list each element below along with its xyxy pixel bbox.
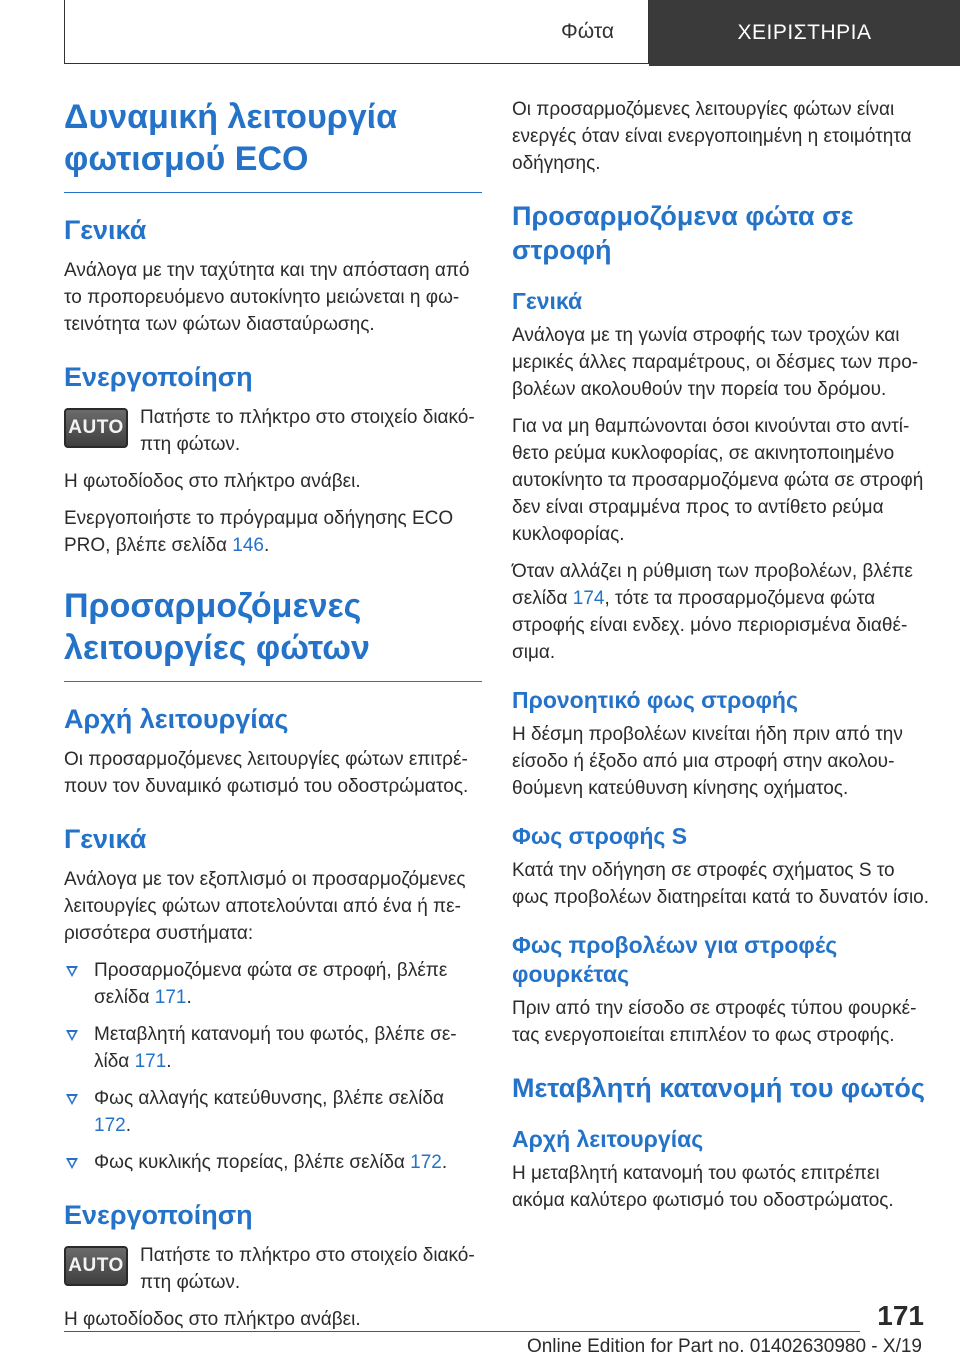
- manual-tab: ΧΕΙΡΙΣΤΗΡΙΑ: [649, 0, 960, 66]
- heading-adaptive-lights: Προσαρμοζόμενες λειτουργίες φώτων: [64, 585, 482, 682]
- paragraph-general: Ανάλογα με την ταχύτητα και την απόσταση από το προπορευόμενο αυτοκίνητο μειώνεται η φωτεινότητα των φώτων διασταύρωσης.: [64, 260, 470, 335]
- paragraph-predictive: Η δέσμη προβολέων κινείται ήδη πριν από την είσοδο ή έξοδο από μια στροφή στην ακολουθούμενη κατεύθυνση κίνησης οχήματος.: [512, 724, 903, 799]
- list-item: Φως κυκλικής πορείας, βλέπε σελίδα 172.: [64, 1149, 482, 1176]
- header-tabs: [64, 0, 960, 66]
- heading-general: Γενικά: [64, 215, 147, 245]
- paragraph-s-curve: Κατά την οδήγηση σε στροφές σχήματος S το φως προβολέων διατηρείται κατά το δυνατόν ίσιο.: [512, 860, 930, 908]
- paragraph-led-2: Η φωτοδίοδος στο πλήκτρο ανάβει.: [64, 1309, 361, 1330]
- section-tab: Φώτα: [64, 0, 649, 64]
- page-link-146[interactable]: 146: [232, 535, 264, 556]
- page-link-174[interactable]: 174: [572, 588, 605, 609]
- paragraph-curve-1: Ανάλογα με τη γωνία στροφής των τροχών και μερικές άλλες παραμέτρους, οι δέσμες των προβολέων ακολουθούν την πορεία του δρόμου.: [512, 325, 919, 400]
- paragraph-led: Η φωτοδίοδος στο πλήκτρο ανάβει.: [64, 471, 361, 492]
- paragraph-curve-2: Για να μη θαμπώνονται όσοι κινούνται στο αντίθετο ρεύμα κυκλοφορίας, σε ακινητοποιημένο αυτοκίνητο τα προσαρμοζόμενα φώτα σε στροφή δεν είναι στραμμένα προς το αντίθετο ρεύμα κυκλοφορίας.: [512, 416, 924, 545]
- heading-activation-2: Ενεργοποίηση: [64, 1200, 253, 1230]
- paragraph-press-button-2: Πατήστε το πλήκτρο στο στοιχείο διακόπτη φώτων.: [140, 1245, 475, 1293]
- right-column: [512, 96, 930, 1224]
- paragraph-ecopro: Ενεργοποιήστε το πρόγραμμα οδήγησης ECO PRO, βλέπε σελίδα 146.: [64, 508, 454, 556]
- auto-button-icon: AUTO: [64, 408, 128, 448]
- heading-predictive: Προνοητικό φως στροφής: [512, 687, 798, 713]
- list-item: Μεταβλητή κατανομή του φωτός, βλέπε σελίδα 171.: [64, 1021, 482, 1075]
- heading-principle: Αρχή λειτουργίας: [64, 704, 289, 734]
- list-item: Προσαρμοζόμενα φώτα σε στροφή, βλέπε σελίδα 171.: [64, 957, 482, 1011]
- triangle-bullet-icon: [66, 1158, 78, 1169]
- left-column: [64, 96, 482, 1343]
- page-link[interactable]: 172: [94, 1115, 126, 1136]
- heading-principle-2: Αρχή λειτουργίας: [512, 1126, 704, 1152]
- auto-button-icon: AUTO: [64, 1246, 128, 1286]
- heading-hairpin: Φως προβολέων για στροφές φουρκέτας: [512, 932, 838, 987]
- triangle-bullet-icon: [66, 1094, 78, 1105]
- paragraph-hairpin: Πριν από την είσοδο σε στροφές τύπου φουρκέτας ενεργοποιείται επιπλέον το φως στροφής.: [512, 998, 917, 1046]
- heading-activation: Ενεργοποίηση: [64, 362, 253, 392]
- heading-general-2: Γενικά: [64, 824, 147, 854]
- auto-instruction: [64, 404, 482, 458]
- page-number: 171: [877, 1300, 924, 1331]
- triangle-bullet-icon: [66, 1030, 78, 1041]
- footer-edition: Online Edition for Part no. 01402630980 - X/19: [526, 1336, 922, 1357]
- paragraph-variable: Η μεταβλητή κατανομή του φωτός επιτρέπει ακόμα καλύτερο φωτισμό του οδοστρώματος.: [512, 1163, 894, 1211]
- paragraph-principle: Οι προσαρμοζόμενες λειτουργίες φώτων επιτρέπουν τον δυναμικό φωτισμό του οδοστρώματος.: [64, 749, 469, 797]
- list-item: Φως αλλαγής κατεύθυνσης, βλέπε σελίδα 172.: [64, 1085, 482, 1139]
- paragraph-active: Οι προσαρμοζόμενες λειτουργίες φώτων είναι ενεργές όταν είναι ενεργοποιημένη η ετοιμότητα οδήγησης.: [512, 99, 912, 174]
- page-link[interactable]: 171: [154, 987, 187, 1008]
- paragraph-press-button: Πατήστε το πλήκτρο στο στοιχείο διακόπτη φώτων.: [140, 407, 475, 455]
- heading-curve-lights: Προσαρμοζόμενα φώτα σε στροφή: [512, 201, 854, 265]
- heading-eco-lighting: Δυναμική λειτουργία φωτισμού ECO: [64, 96, 482, 193]
- paragraph-curve-3: Όταν αλλάζει η ρύθμιση των προβολέων, βλέπε σελίδα 174, τότε τα προσαρμοζόμενα φώτα στροφής είναι ενδεχ. μόνο περιορισμένα διαθέσιμα.: [512, 561, 913, 663]
- auto-instruction-2: [64, 1242, 482, 1296]
- heading-variable-distribution: Μεταβλητή κατανομή του φωτός: [512, 1073, 925, 1103]
- heading-s-curve: Φως στροφής S: [512, 823, 688, 849]
- triangle-bullet-icon: [66, 966, 78, 977]
- page-link[interactable]: 172: [410, 1152, 442, 1173]
- paragraph-general-2: Ανάλογα με τον εξοπλισμό οι προσαρμοζόμενες λειτουργίες φώτων αποτελούνται από ένα ή περισσότερα συστήματα:: [64, 869, 466, 944]
- footer-divider: [64, 1331, 860, 1332]
- systems-list: [64, 957, 482, 1176]
- heading-general-3: Γενικά: [512, 288, 583, 314]
- page-link[interactable]: 171: [134, 1051, 167, 1072]
